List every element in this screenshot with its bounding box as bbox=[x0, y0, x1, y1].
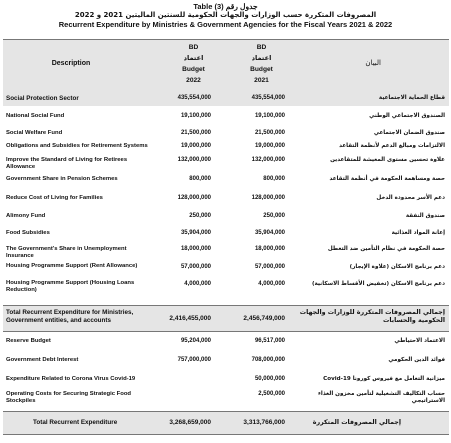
table-row bbox=[3, 157, 449, 173]
table-row bbox=[3, 143, 449, 153]
row-arabic: الصندوق الاجتماعي الوطني bbox=[369, 113, 445, 119]
row-arabic: إجمالي المصروفات المتكررة bbox=[312, 419, 401, 426]
row-description: Reduce Cost of Living for Families bbox=[6, 195, 103, 201]
header-2021-label: Budget bbox=[250, 66, 273, 73]
header-2022-currency: BD bbox=[188, 44, 199, 51]
row-value-2022: 435,554,000 bbox=[177, 95, 211, 101]
row-arabic: حصة الحكومة في نظام التأمين ضد التعطل bbox=[327, 246, 445, 252]
table-row bbox=[3, 195, 449, 205]
row-value-2022: 4,000,000 bbox=[184, 281, 211, 287]
row-description: Food Subsidies bbox=[6, 230, 50, 236]
row-description: Social Protection Sector bbox=[6, 95, 79, 102]
row-value-2022: 250,000 bbox=[189, 213, 211, 219]
row-arabic: دعم برنامج الاسكان (علاوة الإيجار) bbox=[349, 264, 445, 270]
table-row bbox=[3, 263, 449, 278]
title-arabic: المصروفات المتكررة حسب الوزارات والجهات الحكومية للسنتين الماليتين 2021 و 2022 bbox=[74, 11, 377, 19]
header-col-2022 bbox=[171, 42, 216, 86]
header-2022-year: 2022 bbox=[186, 77, 201, 84]
row-value-2021: 435,554,000 bbox=[251, 95, 285, 101]
row-description: Operating Costs for Securing Strategic Food Stockpiles bbox=[6, 391, 132, 404]
row-description: Social Welfare Fund bbox=[6, 130, 63, 136]
row-value-2022: 800,000 bbox=[189, 176, 211, 182]
row-arabic: دعم الأسر محدودة الدخل bbox=[376, 195, 445, 201]
table-number: Table (3) جدول رقم bbox=[193, 2, 258, 11]
row-description: Expenditure Related to Corona Virus Covid-19 bbox=[6, 376, 136, 382]
row-value-2021: 132,000,000 bbox=[251, 157, 285, 163]
table-header bbox=[3, 39, 449, 94]
table-row bbox=[3, 280, 449, 296]
table-row-subtotal bbox=[3, 305, 449, 332]
table-title-block bbox=[0, 2, 451, 29]
row-value-2021: 2,500,000 bbox=[258, 391, 285, 397]
row-arabic: إعانة المواد الغذائية bbox=[391, 230, 445, 236]
header-2021-year: 2021 bbox=[254, 77, 269, 84]
row-description: Alimony Fund bbox=[6, 213, 46, 219]
row-arabic: إجمالي المصروفات المتكررة للوزارات والجهات الحكومية والحسابات bbox=[299, 309, 445, 324]
row-arabic: قطاع الحماية الاجتماعية bbox=[378, 95, 445, 101]
row-description: Government Debt Interest bbox=[6, 357, 79, 363]
header-2022-arabic: اعتماد bbox=[183, 54, 204, 62]
row-value-2021: 96,517,000 bbox=[254, 338, 285, 344]
row-value-2022: 128,000,000 bbox=[177, 195, 211, 201]
row-value-2022: 57,000,000 bbox=[180, 264, 211, 270]
row-arabic: حساب التكاليف التشغيلية لتأمين مخزون الغذاء الاستراتيجي bbox=[318, 391, 445, 404]
table-row bbox=[3, 113, 449, 123]
row-arabic: الالتزامات ومبالغ الدعم لأنظمة التقاعد bbox=[339, 143, 445, 149]
row-description: Reserve Budget bbox=[6, 338, 51, 344]
row-value-2021: 50,000,000 bbox=[254, 376, 285, 382]
row-description: Government Share in Pension Schemes bbox=[6, 176, 118, 182]
row-value-2022: 19,000,000 bbox=[180, 143, 211, 149]
row-description: The Government's Share in Unemployment Insurance bbox=[6, 246, 127, 259]
header-2021-currency: BD bbox=[256, 44, 267, 51]
table-row bbox=[3, 376, 449, 386]
table-row bbox=[3, 92, 449, 106]
table-row bbox=[3, 176, 449, 186]
header-2022-label: Budget bbox=[182, 66, 205, 73]
row-arabic: حصة ومساهمة الحكومة في أنظمة التقاعد bbox=[329, 176, 445, 182]
row-value-2022: 19,100,000 bbox=[180, 113, 211, 119]
row-value-2021: 19,000,000 bbox=[254, 143, 285, 149]
header-description: Description bbox=[51, 60, 91, 67]
header-col-2021 bbox=[239, 42, 284, 86]
row-description: Housing Programme Support (Housing Loans Reduction) bbox=[6, 280, 135, 293]
row-value-2021: 800,000 bbox=[263, 176, 285, 182]
row-value-2022: 757,000,000 bbox=[177, 357, 211, 363]
row-arabic: دعم برنامج الاسكان (تخفيض الأقساط الاسكانية) bbox=[311, 281, 445, 287]
header-2021-arabic: اعتماد bbox=[251, 54, 272, 62]
row-description: Housing Programme Support (Rent Allowance) bbox=[6, 263, 138, 269]
row-arabic: علاوة تحسين مستوى المعيشة للمتقاعدين bbox=[330, 157, 445, 163]
row-value-2021: 708,000,000 bbox=[251, 357, 285, 363]
table-row bbox=[3, 338, 449, 348]
row-description: Improve the Standard of Living for Retirees Allowance bbox=[6, 157, 128, 170]
row-value-2022: 2,416,455,000 bbox=[169, 315, 211, 322]
table-row bbox=[3, 391, 449, 407]
row-value-2021: 3,313,766,000 bbox=[243, 419, 285, 426]
table-row bbox=[3, 213, 449, 223]
row-description: Obligations and Subsidies for Retirement Systems bbox=[6, 143, 148, 149]
row-value-2022: 95,204,000 bbox=[180, 338, 211, 344]
table-row bbox=[3, 130, 449, 140]
row-description: Total Recurrent Expenditure bbox=[33, 419, 118, 426]
row-value-2021: 2,456,749,000 bbox=[243, 315, 285, 322]
row-arabic: صندوق النفقة bbox=[405, 213, 445, 219]
row-value-2021: 21,500,000 bbox=[254, 130, 285, 136]
row-arabic: الاعتماد الاحتياطي bbox=[394, 338, 445, 344]
row-value-2022: 21,500,000 bbox=[180, 130, 211, 136]
row-value-2021: 250,000 bbox=[263, 213, 285, 219]
table-row bbox=[3, 246, 449, 262]
row-value-2021: 57,000,000 bbox=[254, 264, 285, 270]
table-row bbox=[3, 357, 449, 367]
row-description: National Social Fund bbox=[6, 113, 65, 119]
row-value-2022: 18,000,000 bbox=[180, 246, 211, 252]
row-arabic: ميزانية التعامل مع فيروس كورونا Covid-19 bbox=[323, 376, 445, 382]
row-value-2021: 19,100,000 bbox=[254, 113, 285, 119]
row-value-2022: 132,000,000 bbox=[177, 157, 211, 163]
row-description: Total Recurrent Expenditure for Ministries, Government entities, and accounts bbox=[6, 309, 134, 324]
row-value-2022: 35,904,000 bbox=[180, 230, 211, 236]
row-arabic: صندوق الضمان الاجتماعي bbox=[373, 130, 445, 136]
row-value-2022: 3,268,659,000 bbox=[169, 419, 211, 426]
row-value-2021: 35,904,000 bbox=[254, 230, 285, 236]
row-value-2021: 18,000,000 bbox=[254, 246, 285, 252]
row-value-2021: 4,000,000 bbox=[258, 281, 285, 287]
table-row-grand-total bbox=[3, 411, 449, 435]
table-row bbox=[3, 230, 449, 240]
row-arabic: فوائد الدين الحكومي bbox=[388, 357, 445, 363]
row-value-2021: 128,000,000 bbox=[251, 195, 285, 201]
header-bayan: البيان bbox=[365, 59, 381, 67]
title-english: Recurrent Expenditure by Ministries & Government Agencies for the Fiscal Years 2021 & 2022 bbox=[58, 20, 393, 29]
